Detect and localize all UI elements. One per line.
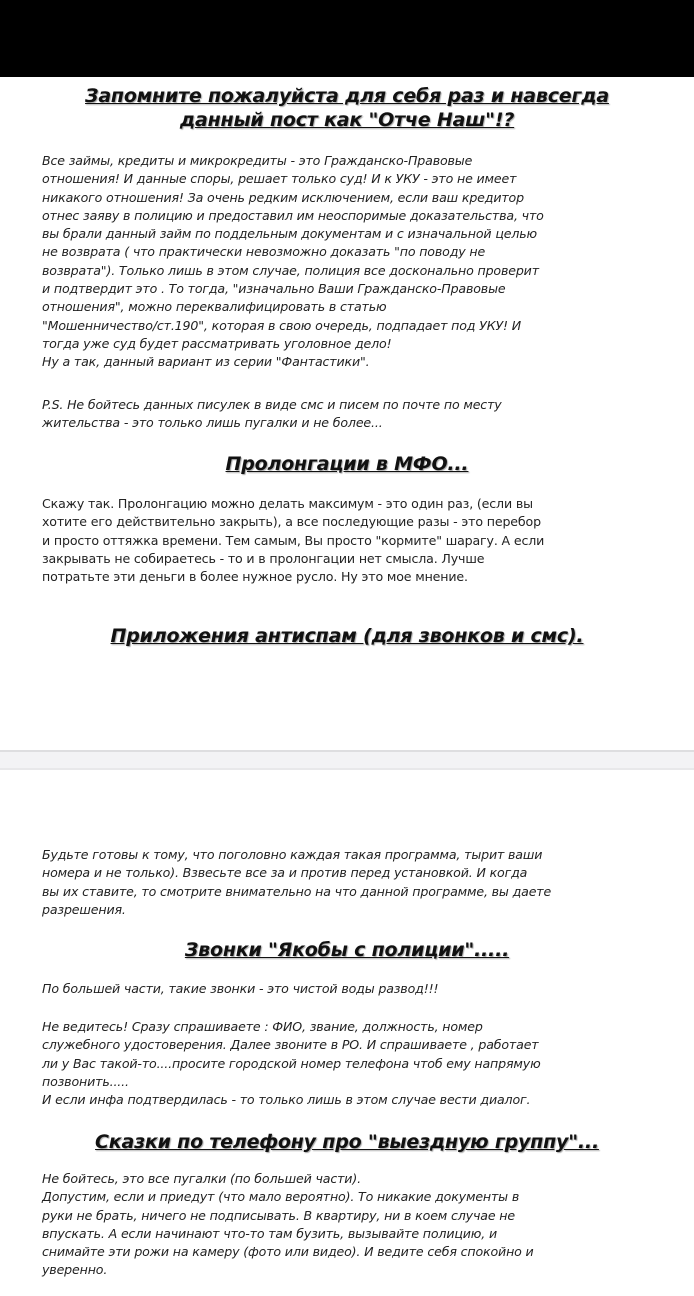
section-heading-remember: Запомните пожалуйста для себя раз и навсегда данный пост как "Отче Наш"!? bbox=[85, 85, 609, 131]
page-separator bbox=[0, 750, 694, 770]
postscript-text: P.S. Не бойтесь данных писулек в виде смс и писем по почте по месту жительства - это только лишь пугалки и не более... bbox=[42, 397, 502, 431]
section-body-antispam: Будьте готовы к тому, что поголовно каждая такая программа, тырит ваши номера и не только). Взвесьте все за и против перед установкой. И когда вы их ставите, то смотрите внимательно на что данной программе, вы даете разрешения. bbox=[42, 847, 552, 917]
top-black-bar bbox=[0, 0, 694, 77]
section-heading-antispam: Приложения антиспам (для звонков и смс). bbox=[110, 625, 584, 647]
police-calls-intro: По большей части, такие звонки - это чистой воды развод!!! bbox=[42, 981, 439, 996]
section-body-police-calls: Не ведитесь! Сразу спрашиваете : ФИО, звание, должность, номер служебного удостоверения. Далее звоните в РО. И спрашиваете , работает ли у Вас такой-то....просите городской номер телефона чтоб ему напрямую позвонить..... И если инфа подтвердилась - то только лишь в этом случае вести диалог. bbox=[42, 1019, 541, 1108]
section-body-field-group: Не бойтесь, это все пугалки (по большей части). Допустим, если и приедут (что мало вероятно). То никакие документы в руки не брать, ничего не подписывать. В квартиру, ни в коем случае не впускать. А если начинают что-то там бузить, вызывайте полицию, и снимайте эти рожи на камеру (фото или видео). И ведите себя спокойно и уверенно. bbox=[42, 1171, 534, 1278]
section-heading-police-calls: Звонки "Якобы с полиции"..... bbox=[184, 939, 510, 961]
section-body-loans: Все займы, кредиты и микрокредиты - это Гражданско-Правовые отношения! И данные споры, решает только суд! И к УКУ - это не имеет никакого отношения! За очень редким исключением, если ваш кредитор отнес заяву в полицию и предоставил им неоспоримые доказательства, что вы брали данный займ по поддельным документам и с изначальной целью не возврата ( что практически невозможно доказать "по поводу не возврата"). Только лишь в этом случае, полиция все досконально проверит и подтвердит это . То тогда, "изначально Ваши Гражданско-Правовые отношения", можно переквалифицировать в статью "Мошенничество/ст.190", которая в свою очередь, подпадает под УКУ! И тогда уже суд будет рассматривать уголовное дело! Ну а так, данный вариант из серии "Фантастики". bbox=[42, 153, 544, 370]
section-heading-prolongation: Пролонгации в МФО... bbox=[225, 453, 469, 475]
section-body-prolongation: Скажу так. Пролонгацию можно делать максимум - это один раз, (если вы хотите его действительно закрыть), а все последующие разы - это перебор и просто оттяжка времени. Тем самым, Вы просто "кормите" шарагу. А если закрывать не собираетесь - то и в пролонгации нет смысла. Лучше потратьте эти деньги в более нужное русло. Ну это мое мнение. bbox=[42, 496, 545, 585]
section-heading-field-group: Сказки по телефону про "выездную группу"... bbox=[95, 1131, 599, 1153]
